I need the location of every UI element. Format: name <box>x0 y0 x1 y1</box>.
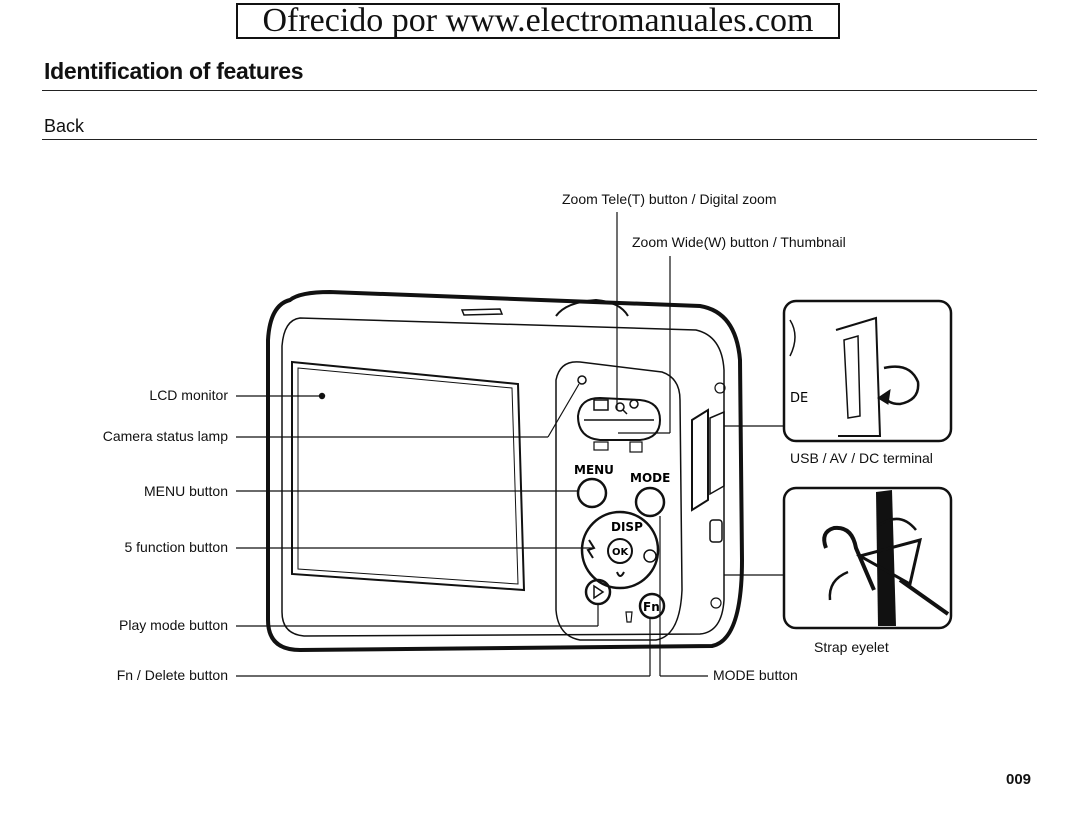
source-banner: Ofrecido por www.electromanuales.com <box>236 3 840 39</box>
label-usb-av-dc-terminal: USB / AV / DC terminal <box>790 450 933 466</box>
strap-eyelet-inset <box>784 488 951 628</box>
mode-text: MODE <box>630 471 671 485</box>
label-zoom-tele: Zoom Tele(T) button / Digital zoom <box>562 191 777 207</box>
page-title: Identification of features <box>44 58 304 84</box>
ok-text: OK <box>612 547 629 558</box>
label-mode-button: MODE button <box>713 667 798 683</box>
disp-text: DISP <box>611 520 643 534</box>
section-subtitle: Back <box>44 116 85 136</box>
label-menu-button: MENU button <box>143 483 228 499</box>
fn-text: Fn <box>643 600 660 614</box>
label-lcd-monitor: LCD monitor <box>149 387 228 403</box>
usb-terminal-inset <box>784 301 951 441</box>
inset-de-text: DE <box>790 391 809 406</box>
camera-body <box>268 292 742 650</box>
label-fn-delete-button: Fn / Delete button <box>116 667 228 683</box>
label-play-mode-button: Play mode button <box>119 617 228 633</box>
menu-text: MENU <box>574 463 614 477</box>
label-zoom-wide: Zoom Wide(W) button / Thumbnail <box>632 234 846 250</box>
label-camera-status-lamp: Camera status lamp <box>102 428 228 444</box>
page-number: 009 <box>1006 771 1032 788</box>
label-strap-eyelet: Strap eyelet <box>814 639 889 655</box>
label-five-function-button: 5 function button <box>124 539 228 555</box>
